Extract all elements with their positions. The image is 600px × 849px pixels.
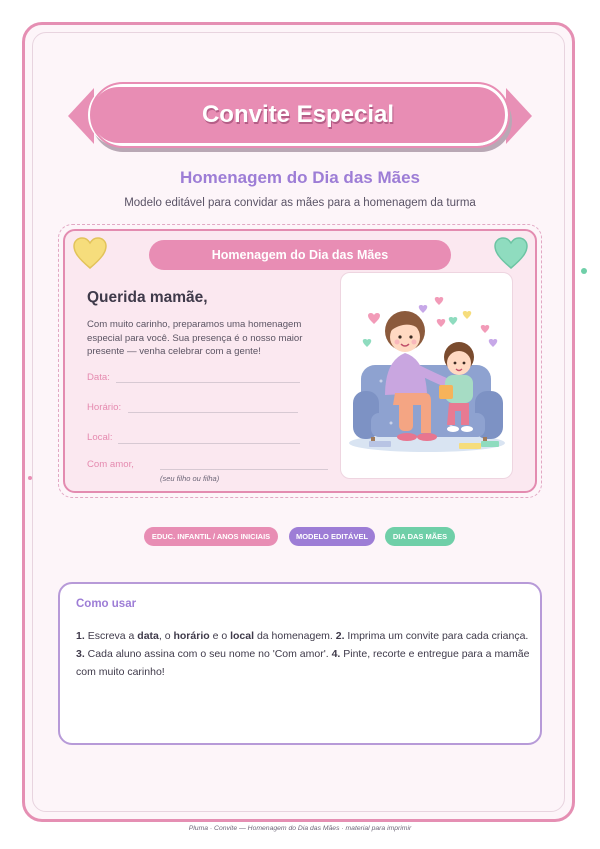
time-label: Horário: (87, 402, 122, 413)
card-greeting: Querida mamãe, (87, 289, 208, 306)
decor-dot (581, 268, 587, 274)
page-subtitle: Homenagem do Dia das Mães (180, 168, 420, 187)
mint-heart-icon (493, 236, 529, 270)
yellow-heart-icon (72, 236, 108, 270)
page-description: Modelo editável para convidar as mães para a homenagem da turma (124, 197, 476, 209)
signature-note: (seu filho ou filha) (160, 474, 220, 483)
tag-editable-template: MODELO EDITÁVEL (289, 527, 375, 546)
tag-mothers-day: DIA DAS MÃES (385, 527, 455, 546)
floating-hearts-icon (363, 297, 498, 347)
mother-child-illustration (340, 272, 513, 479)
date-label: Data: (87, 372, 110, 383)
time-line[interactable] (128, 412, 298, 413)
card-header: Homenagem do Dia das Mães (149, 240, 451, 270)
page-footer: Pluma · Convite — Homenagem do Dia das Mães · material para imprimir (188, 825, 412, 832)
decor-dot (28, 476, 32, 480)
title-banner (68, 84, 532, 154)
signature-label: Com amor, (87, 459, 134, 470)
date-line[interactable] (116, 382, 300, 383)
place-line[interactable] (118, 443, 300, 444)
how-to-use-instructions: 1. Escreva a data, o horário e o local da homenagem. 2. Imprima um convite para cada criança. 3. Cada aluno assina com o seu nome no 'Com amor'. 4. Pinte, recorte e entregue para a mamãe com muito carinho! (76, 630, 530, 678)
card-body-text: Com muito carinho, preparamos uma homenagem especial para você. Sua presença é o nosso maior presente — venha celebrar com a gente! (87, 319, 303, 357)
how-to-use-title: Como usar (76, 598, 137, 610)
tag-education-level: EDUC. INFANTIL / ANOS INICIAIS (144, 527, 278, 546)
banner-title: Convite Especial (201, 101, 395, 128)
signature-line[interactable] (160, 469, 328, 470)
place-label: Local: (87, 432, 113, 443)
